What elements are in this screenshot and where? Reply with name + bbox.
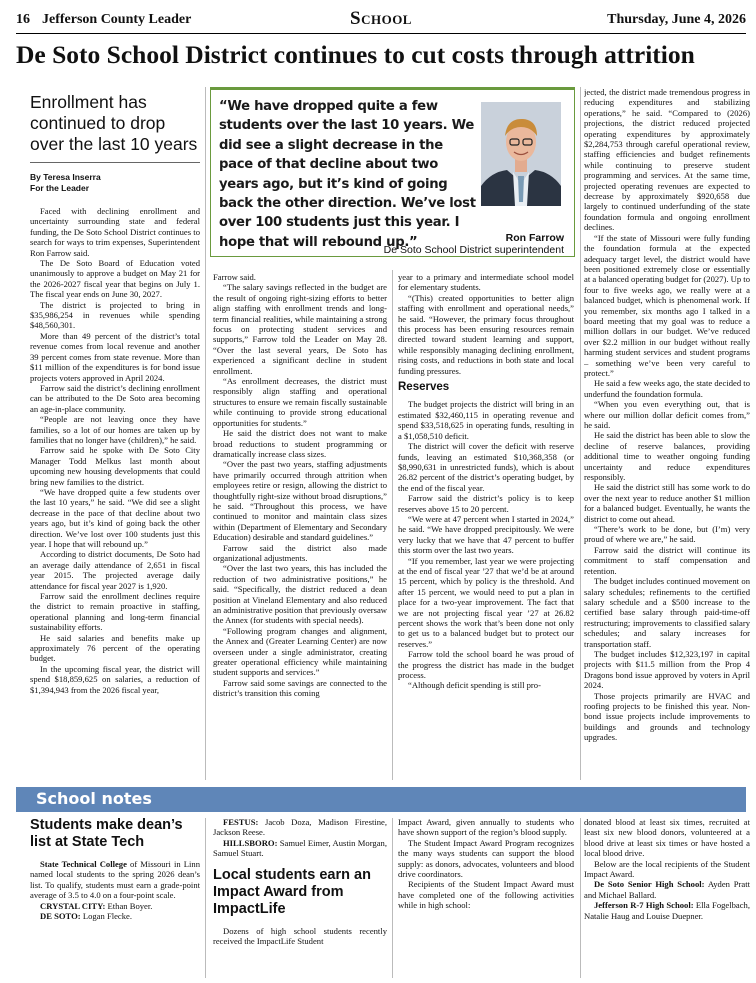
impact-paragraph: Below are the local recipients of the Student Impact Award.	[584, 858, 750, 880]
city-entry: FESTUS: Jacob Doza, Madison Firestine, Jackson Reese.	[213, 817, 387, 838]
notes-column-4	[584, 817, 750, 982]
subhead-divider	[30, 162, 200, 163]
article-paragraph: “When you even everything out, that is where our million dollar deficit comes from,” he said.	[584, 399, 750, 430]
column-rule	[392, 818, 393, 978]
city-entry: DE SOTO: Logan Flecke.	[40, 911, 132, 922]
column-3-bottom	[398, 399, 574, 690]
article-paragraph: “We have dropped quite a few students over the last 10 years,” he said. “We did see a slight decrease in the pace of that decline about two years ago, but it’s kind of going back the other direction. We’ve lost over 100 students just this year. I hope that will rebound up.”	[30, 486, 200, 549]
article-paragraph: “The salary savings reflected in the budget are the result of ongoing right-sizing efforts to better align staffing with enrollment trends and long-term financial realities, while maintaining a strong focus on protecting student services and supports,” Farrow told the Leader on May 28. “Over the last several years, De Soto has experienced a significant decline in student enrollment.	[213, 282, 387, 376]
article-paragraph: Farrow said the district will continue its commitment to staff compensation and retention.	[584, 544, 750, 576]
article-paragraph: Those projects primarily are HVAC and roofing projects to be finished this year. Non-bond issue projects include improvements to buildings and grounds and technology upgrades.	[584, 690, 750, 743]
article-paragraph: He said the district still has some work to do over the next year to reduce another $1 million for a balanced budget. Eventually, he wants the district to come out ahead.	[584, 482, 750, 524]
article-paragraph: Farrow said he spoke with De Soto City Manager Todd Melkus last month about upcoming new housing developments that could bring new families to the district.	[30, 445, 200, 487]
article-subhead: Enrollment has continued to drop over the last 10 years	[30, 92, 198, 154]
pull-quote-text: “We have dropped quite a few students over the last 10 years. We did see a slight decrease in the pace of that decline about two years ago, but it’s kind of going back the other direction. We’ve lost over 100 students just this year. I hope that will rebound up.”	[219, 99, 476, 250]
article-paragraph: The budget projects the district will bring in an estimated $32,460,115 in operating revenue and spend $33,518,625 in operating funds, resulting in a $1,058,510 deficit.	[398, 399, 574, 441]
article-paragraph: The district is projected to bring in $35,986,254 in revenues while spending $48,560,301.	[30, 299, 200, 331]
article-paragraph: Farrow said some savings are connected to the district’s transition this coming	[213, 677, 387, 699]
article-column-2	[213, 272, 387, 781]
school-entry: Jefferson R-7 High School: Ella Fogelbach, Natalie Haug and Louise Duepner.	[584, 900, 750, 921]
impact-paragraph: Dozens of high school students recently received the ImpactLife Student	[213, 925, 387, 947]
notes-column-2	[213, 817, 387, 982]
pull-quote-title: De Soto School District superintendent	[383, 244, 564, 256]
impact-paragraph: Impact Award, given annually to students who have shown support of the region’s blood supply.	[398, 817, 574, 838]
article-column-1	[30, 206, 200, 781]
article-paragraph: “If you remember, last year we were projecting at the end of fiscal year ’27 that we’d be at around 15 percent, which by policy is the threshold. And after 15 percent, we would need to put a plan in place for a two-year improvement. The fact that we are not projecting fiscal year ’27 at 26.82 percent shows the work that’s been done not only to get us to a balanced budget but to protect our reserves.”	[398, 555, 574, 649]
article-paragraph: Farrow said the enrollment declines require the district to remain proactive in staffing, operational planning and long-term financial sustainability efforts.	[30, 591, 200, 633]
article-paragraph: “Over the last two years, this has included the reduction of two administrative positions,” he said. “Specifically, the district reduced a dean position at Vineland Elementary and also reduced an administrative position that previously oversaw the Annex (for students with special needs).	[213, 563, 387, 626]
page-header	[16, 8, 746, 34]
impact-paragraph: The Student Impact Award Program recognizes the many ways students can support the blood supply: as donors, advocates, volunteers and blood drive coordinators.	[398, 837, 574, 880]
article-paragraph: According to district documents, De Soto had an average daily attendance of 2,651 in fiscal year 2015. The projected average daily attendance for fiscal year 2027 is 1,920.	[30, 549, 200, 591]
article-paragraph: year to a primary and intermediate school model for elementary students.	[398, 272, 574, 293]
article-paragraph: He said the district does not want to make broad reductions to student programming or dramatically increase class sizes.	[213, 428, 387, 459]
column-rule	[392, 270, 393, 780]
article-column-3	[398, 272, 574, 781]
page-number: 16	[16, 12, 30, 27]
notes-column-1	[30, 817, 200, 982]
pull-quote-box	[210, 87, 575, 257]
article-paragraph: He said a few weeks ago, the state decided to underfund the foundation formula.	[584, 378, 750, 399]
article-paragraph: “As enrollment decreases, the district must responsibly align staffing and operational structures to ensure we remain fiscally sustainable while continuing to provide strong educational opportunities for students.”	[213, 376, 387, 428]
article-paragraph: Farrow said the district’s declining enrollment can be attributed to the De Soto area becoming an age-in-place community.	[30, 382, 200, 414]
article-headline: De Soto School District continues to cut costs through attrition	[16, 40, 695, 69]
article-paragraph: The district will cover the deficit with reserve funds, leaving an estimated $10,368,358 (or $8,990,631 in unrestricted funds), which is about 26.82 percent of the district’s operating budget, by the end of the fiscal year.	[398, 441, 574, 493]
article-paragraph: He said the district has been able to slow the decline of reserve balances, providing additional time to weather ongoing funding uncertainty and reduce expenditures responsibly.	[584, 430, 750, 483]
city-entry: HILLSBORO: Samuel Eimer, Austin Morgan, Samuel Stuart.	[213, 837, 387, 859]
byline-org: For the Leader	[30, 183, 90, 193]
article-paragraph: Farrow said the district’s policy is to keep reserves above 15 to 20 percent.	[398, 493, 574, 514]
article-paragraph: “People are not leaving once they have families, so a lot of our homes are taken up by families that no longer have (children),” he said.	[30, 414, 200, 445]
impact-paragraph: Recipients of the Student Impact Award must have completed one of the following activities while in high school:	[398, 879, 574, 911]
article-paragraph: “There’s work to be done, but (I’m) very proud of where we are,” he said.	[584, 524, 750, 545]
school-entry: De Soto Senior High School: Ayden Pratt and Michael Ballard.	[584, 879, 750, 900]
article-paragraph: “Over the past two years, staffing adjustments have primarily occurred through attrition when employees retire or resign, allowing the district to thoughtfully right-size without broad disruptions,” he said. “Throughout this process, we have continued to monitor and maintain class sizes within (Department of Elementary and Secondary Education) desirable and standard guidelines.”	[213, 459, 387, 543]
article-paragraph: “Following program changes and alignment, the Annex and (Greater Learning Center) are now overseen under a single administrator, creating greater operational efficiency while maintaining student supports and services.”	[213, 625, 387, 678]
article-paragraph: The De Soto Board of Education voted unanimously to approve a budget on May 21 for the 2026-2027 fiscal year that begins on July 1. The fiscal year ends on June 30, 2027.	[30, 258, 200, 300]
section-name: School	[350, 8, 412, 29]
impact-award-heading: Local students earn an Impact Award from ImpactLife	[213, 866, 371, 917]
byline-author: By Teresa Inserra	[30, 172, 101, 182]
notes-column-3	[398, 817, 574, 982]
issue-date: Thursday, June 4, 2026	[607, 12, 746, 27]
article-paragraph: “If the state of Missouri were fully funding the foundation formula at the expected adequacy target level, the district would have been positioned extremely close or essentially at a balanced operating budget for (2027). Up to four to five weeks ago, we really were at a balanced budget, which is phenomenal work. If you remember, six months ago I talked in a board meeting that my goal was to reduce a million dollars in our budget. We’ve reduced over $2.2 million in our budget without really harming student services and student programs – something we’ve been very careful to protect.”	[584, 232, 750, 378]
article-column-4	[584, 87, 750, 781]
byline	[30, 172, 200, 194]
article-paragraph: More than 49 percent of the district’s total revenue comes from local revenue and another 39 percent comes from state revenue. More than $11 million of the expenditures is for bond issue projects voters approved in April 2024.	[30, 330, 200, 383]
deans-list-heading: Students make dean’s list at State Tech	[30, 817, 183, 850]
column-rule	[580, 87, 581, 780]
column-rule	[205, 87, 206, 780]
deans-list-lead: State Technical College of Missouri in Linn named local students to the spring 2026 dean’s list. To qualify, students must earn a grade-point average of 3.5 to 4.0 on a four-point scale.	[30, 859, 200, 901]
article-paragraph: “Although deficit spending is still pro-	[408, 680, 541, 691]
impact-paragraph: donated blood at least six times, recruited at least six new blood donors, volunteered at a blood drive at least six times or have hosted a local blood drive.	[584, 817, 750, 859]
school-notes-banner	[16, 787, 746, 812]
article-paragraph: He said salaries and benefits make up approximately 76 percent of the operating budget.	[30, 632, 200, 664]
article-paragraph: In the upcoming fiscal year, the district will spend $18,859,625 on salaries, a reduction of $1,394,943 from the 2026 fiscal year,	[30, 663, 200, 695]
article-paragraph: “We were at 47 percent when I started in 2024,” he said. “We have dropped precipitously. We were very lucky that we have that 47 percent to buffer this storm over the last two years.	[398, 513, 574, 556]
portrait-photo	[481, 102, 561, 206]
article-paragraph: Farrow said.	[213, 272, 256, 282]
article-paragraph: jected, the district made tremendous progress in reducing expenditures and stabilizing operations,” he said. “Compared to (2026) projections, the district reduced projected operating expenditures by approximately $2,284,753 through careful operational review, staffing efficiencies and budget refinements while continuing to preserve student programming and services. At the same time, projected operating revenues are expected to decrease by approximately $920,658 due largely to continued underfunding of the state foundation formula and ongoing enrollment declines.	[584, 87, 750, 233]
pull-quote-name: Ron Farrow	[505, 232, 564, 244]
reserves-heading: Reserves	[398, 381, 450, 394]
article-paragraph: The budget includes $12,323,197 in capital projects with $11.5 million from the Prop 4 Dragons bond issue approved by voters in April 2024.	[584, 648, 750, 691]
article-paragraph: “(This) created opportunities to better align staffing with enrollment and operational needs,” he said. “However, the primary focus throughout this process has been ensuring resources remain directed toward student learning and support, while responsibly managing declining enrollment, rising costs, and reductions in both state and local funding pressures.	[398, 292, 574, 376]
article-paragraph: Farrow said the district also made organizational adjustments.	[213, 542, 387, 563]
article-paragraph: The budget includes continued movement on salary schedules; refinements to the certified salary schedule and a $500 increase to the certified base salary through paid-time-off restructuring; improvements to classified salary schedules; and salary increases for transportation staff.	[584, 576, 750, 649]
school-notes-title: School notes	[36, 789, 152, 808]
paper-name: Jefferson County Leader	[42, 12, 192, 27]
article-paragraph: Farrow told the school board he was proud of the progress the district has made in the budget process.	[398, 649, 574, 681]
city-entry: CRYSTAL CITY: Ethan Boyer.	[40, 900, 153, 911]
column-3-top	[398, 272, 574, 376]
column-rule	[205, 818, 206, 978]
article-paragraph: Faced with declining enrollment and uncertainty surrounding state and federal funding, the De Soto School District continues to search for ways to trim expenses, Superintendent Ron Farrow said.	[30, 206, 200, 258]
column-rule	[580, 818, 581, 978]
